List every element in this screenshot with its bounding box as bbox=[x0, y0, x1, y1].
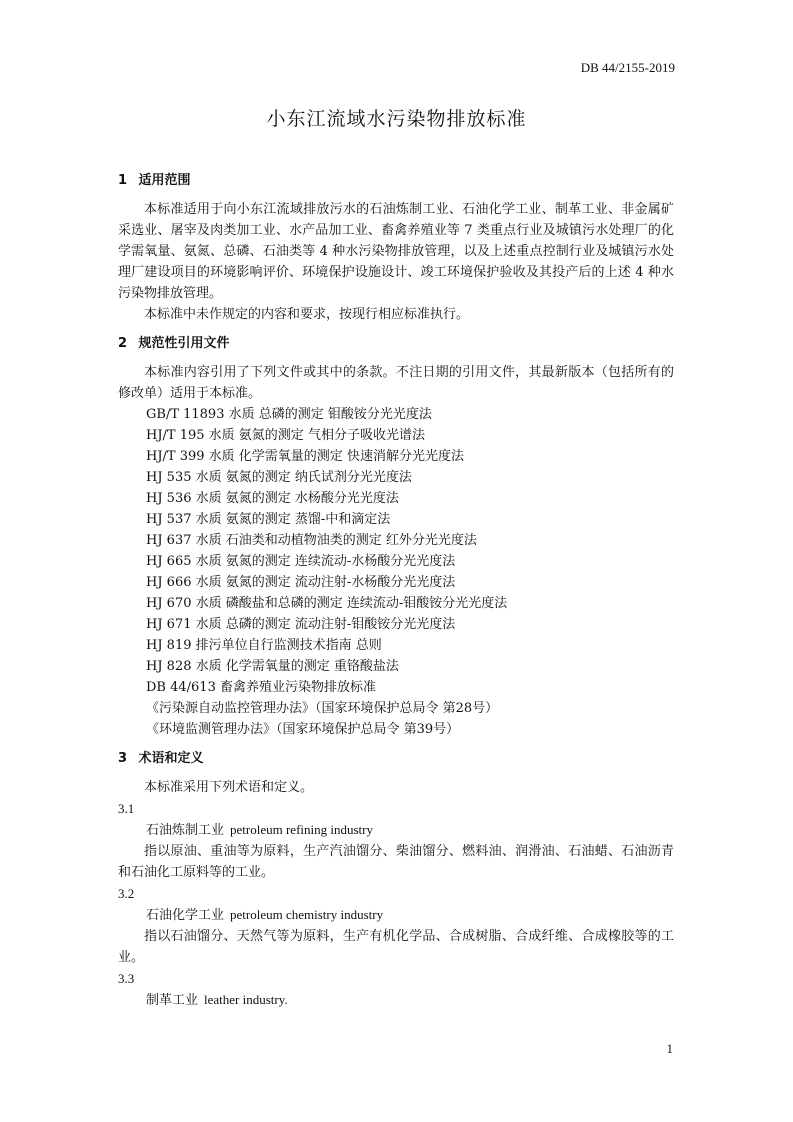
term-zh: 石油化学工业 bbox=[146, 908, 225, 923]
section-title: 适用范围 bbox=[138, 173, 191, 188]
document-title: 小东江流域水污染物排放标准 bbox=[266, 108, 527, 130]
term-definition: 指以原油、重油等为原料，生产汽油馏分、柴油馏分、燃料油、润滑油、石油蜡、石油沥青和石油化工原料等的工业。 bbox=[118, 844, 674, 880]
section-title: 规范性引用文件 bbox=[138, 336, 230, 351]
paragraph: 本标准适用于向小东江流域排放污水的石油炼制工业、石油化学工业、制革工业、非金属矿采选业、屠宰及肉类加工业、水产品加工业、畜禽养殖业等 7 类重点行业及城镇污水处理厂的化学需氧量、氨氮、总磷、石油类等 4 种水污染物排放管理，以及上述重点控制行业及城镇污水处理厂建设项目的环境影响评价、环境保护设施设计、竣工环境保护验收及其投产后的上述 4 种水污染物排放管理。 bbox=[118, 202, 674, 301]
reference-item: 《环境监测管理办法》（国家环境保护总局令 第39号） bbox=[146, 722, 460, 737]
section-2-heading bbox=[118, 333, 674, 354]
paragraph: 本标准采用下列术语和定义。 bbox=[144, 780, 314, 795]
section-number: 3 bbox=[118, 751, 128, 766]
reference-item: HJ 665 水质 氨氮的测定 连续流动-水杨酸分光光度法 bbox=[146, 554, 456, 569]
reference-item: HJ 637 水质 石油类和动植物油类的测定 红外分光光度法 bbox=[146, 533, 477, 548]
reference-item: HJ/T 195 水质 氨氮的测定 气相分子吸收光谱法 bbox=[146, 428, 425, 443]
term-zh: 制革工业 bbox=[146, 993, 199, 1008]
section-1-heading bbox=[118, 170, 674, 191]
term-zh: 石油炼制工业 bbox=[146, 823, 225, 838]
term-heading bbox=[118, 989, 674, 1011]
paragraph: 本标准内容引用了下列文件或其中的条款。不注日期的引用文件，其最新版本（包括所有的修改单）适用于本标准。 bbox=[118, 365, 674, 401]
reference-item: GB/T 11893 水质 总磷的测定 钼酸铵分光光度法 bbox=[146, 407, 432, 422]
reference-item: HJ 666 水质 氨氮的测定 流动注射-水杨酸分光光度法 bbox=[146, 575, 456, 590]
reference-item: 《污染源自动监控管理办法》（国家环境保护总局令 第28号） bbox=[146, 701, 499, 716]
term-number: 3.3 bbox=[118, 971, 135, 986]
standard-code: DB 44/2155-2019 bbox=[580, 60, 675, 75]
paragraph: 本标准中未作规定的内容和要求，按现行相应标准执行。 bbox=[144, 307, 470, 322]
term-number: 3.1 bbox=[118, 801, 135, 816]
section-number: 2 bbox=[118, 336, 128, 351]
reference-item: HJ 671 水质 总磷的测定 流动注射-钼酸铵分光光度法 bbox=[146, 617, 456, 632]
term-number: 3.2 bbox=[118, 886, 135, 901]
reference-item: HJ 828 水质 化学需氧量的测定 重铬酸盐法 bbox=[146, 659, 399, 674]
term-en: petroleum refining industry bbox=[230, 822, 373, 837]
reference-item: HJ 670 水质 磷酸盐和总磷的测定 连续流动-钼酸铵分光光度法 bbox=[146, 596, 508, 611]
term-heading bbox=[118, 819, 674, 841]
reference-item: HJ/T 399 水质 化学需氧量的测定 快速消解分光光度法 bbox=[146, 449, 464, 464]
term-en: petroleum chemistry industry bbox=[230, 907, 384, 922]
page-number: 1 bbox=[666, 1041, 673, 1056]
document-body bbox=[118, 170, 674, 1011]
reference-item: HJ 535 水质 氨氮的测定 纳氏试剂分光光度法 bbox=[146, 470, 412, 485]
reference-item: HJ 819 排污单位自行监测技术指南 总则 bbox=[146, 638, 382, 653]
term-en: leather industry. bbox=[204, 992, 288, 1007]
reference-item: DB 44/613 畜禽养殖业污染物排放标准 bbox=[146, 680, 376, 695]
term-definition: 指以石油馏分、天然气等为原料，生产有机化学品、合成树脂、合成纤维、合成橡胶等的工业。 bbox=[118, 929, 674, 965]
reference-item: HJ 537 水质 氨氮的测定 蒸馏-中和滴定法 bbox=[146, 512, 391, 527]
section-number: 1 bbox=[118, 173, 128, 188]
reference-item: HJ 536 水质 氨氮的测定 水杨酸分光光度法 bbox=[146, 491, 399, 506]
term-heading bbox=[118, 904, 674, 926]
section-3-heading bbox=[118, 748, 674, 769]
section-title: 术语和定义 bbox=[138, 751, 204, 766]
